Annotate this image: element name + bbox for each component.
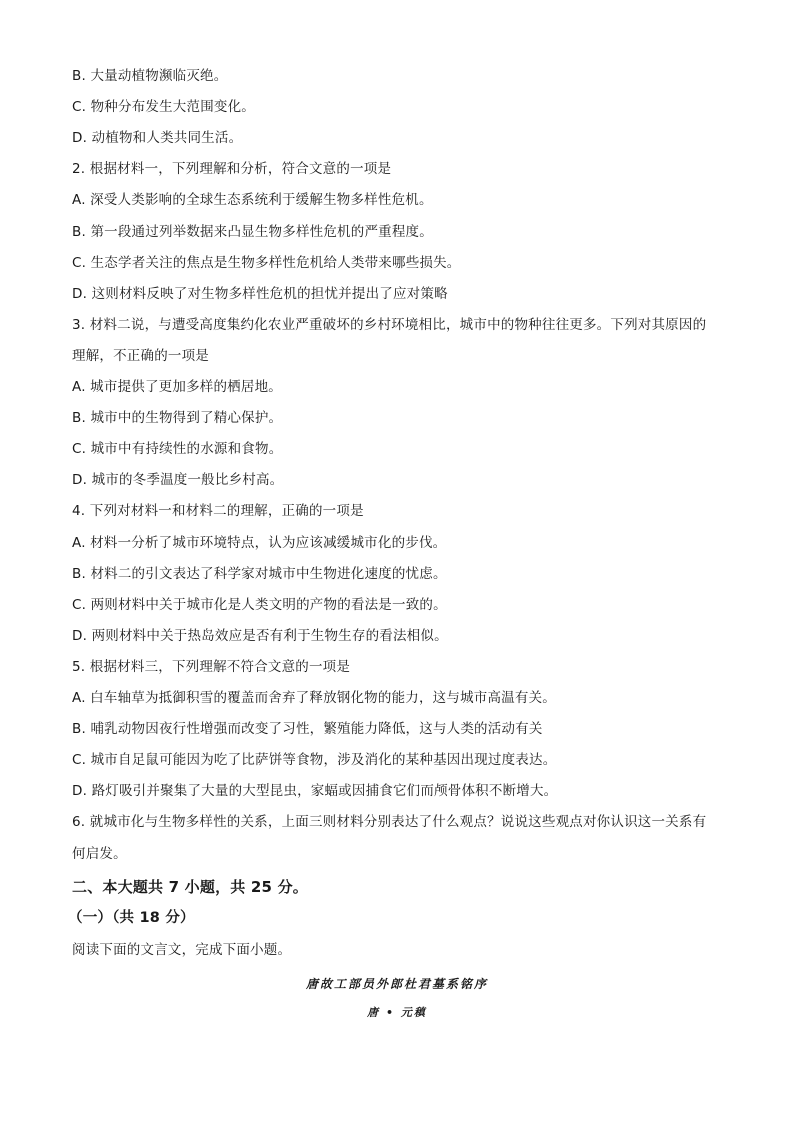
article-title: 唐故工部员外郎杜君墓系铭序 xyxy=(305,977,488,991)
text-line: C. 物种分布发生大范围变化。 xyxy=(72,99,256,116)
text-line: D. 路灯吸引并聚集了大量的大型昆虫，家蝠或因捕食它们而颅骨体积不断增大。 xyxy=(72,783,558,800)
text-line: A. 材料一分析了城市环境特点，认为应该减缓城市化的步伐。 xyxy=(72,534,447,551)
text-line: B. 城市中的生物得到了精心保护。 xyxy=(72,410,283,427)
text-line: C. 城市自足鼠可能因为吃了比萨饼等食物，涉及消化的某种基因出现过度表达。 xyxy=(72,752,557,769)
text-line: B. 大量动植物濒临灭绝。 xyxy=(72,68,228,84)
text-line: C. 城市中有持续性的水源和食物。 xyxy=(72,441,283,458)
subsection-heading: （一）（共 18 分） xyxy=(68,910,195,926)
text-line: 理解，不正确的一项是 xyxy=(72,347,209,364)
text-line: C. 两则材料中关于城市化是人类文明的产物的看法是一致的。 xyxy=(72,596,447,613)
text-line: B. 哺乳动物因夜行性增强而改变了习性，繁殖能力降低，这与人类的活动有关 xyxy=(72,721,543,738)
text-line: B. 材料二的引文表达了科学家对城市中生物进化速度的忧虑。 xyxy=(72,565,447,582)
text-line: 3. 材料二说，与遭受高度集约化农业严重破坏的乡村环境相比，城市中的物种往往更多。下列对其原因的 xyxy=(72,316,707,333)
section-heading: 二、本大题共 7 小题，共 25 分。 xyxy=(72,878,309,896)
text-line: D. 两则材料中关于热岛效应是否有利于生物生存的看法相似。 xyxy=(72,627,448,644)
text-line: 2. 根据材料一，下列理解和分析，符合文意的一项是 xyxy=(72,161,392,178)
text-line: C. 生态学者关注的焦点是生物多样性危机给人类带来哪些损失。 xyxy=(72,254,461,271)
text-line: 6. 就城市化与生物多样性的关系，上面三则材料分别表达了什么观点？说说这些观点对你认识这一关系有 xyxy=(72,814,707,831)
text-line: D. 城市的冬季温度一般比乡村高。 xyxy=(72,472,284,489)
text-line: A. 深受人类影响的全球生态系统利于缓解生物多样性危机。 xyxy=(72,192,433,209)
instruction-text: 阅读下面的文言文，完成下面小题。 xyxy=(72,942,292,958)
text-line: A. 城市提供了更加多样的栖居地。 xyxy=(72,379,282,395)
article-author: 唐 • 元稹 xyxy=(367,1006,427,1019)
text-line: B. 第一段通过列举数据来凸显生物多样性危机的严重程度。 xyxy=(72,223,433,240)
text-line: D. 动植物和人类共同生活。 xyxy=(72,130,243,147)
text-line: 5. 根据材料三，下列理解不符合文意的一项是 xyxy=(72,658,351,675)
text-line: 何启发。 xyxy=(72,845,127,862)
text-line: A. 白车轴草为抵御积雪的覆盖而舍弃了释放钢化物的能力，这与城市高温有关。 xyxy=(72,690,556,706)
text-line: 4. 下列对材料一和材料二的理解，正确的一项是 xyxy=(72,503,364,520)
text-line: D. 这则材料反映了对生物多样性危机的担忧并提出了应对策略 xyxy=(72,285,448,302)
